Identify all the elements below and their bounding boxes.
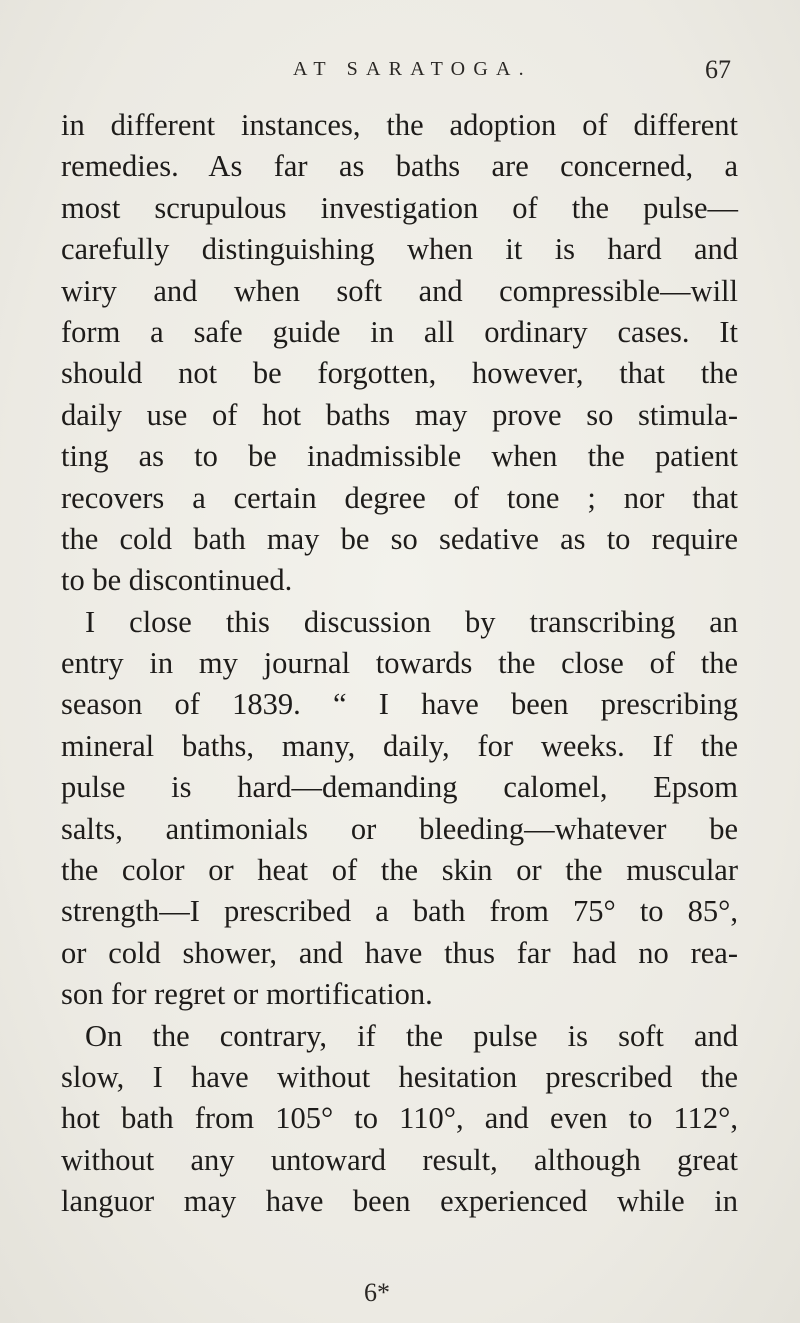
text-line: wiry and when soft and compressible—will <box>61 273 738 308</box>
text-line: the color or heat of the skin or the muscular <box>61 853 738 888</box>
page-number: 67 <box>705 55 731 84</box>
text-line: On the contrary, if the pulse is soft and <box>85 1018 738 1053</box>
text-line: in different instances, the adoption of different <box>61 108 738 142</box>
text-line: slow, I have without hesitation prescribed the <box>61 1059 738 1094</box>
text-line: I close this discussion by transcribing an <box>85 604 738 639</box>
text-line: most scrupulous investigation of the pulse— <box>61 190 738 225</box>
running-title: AT SARATOGA. <box>293 58 532 80</box>
text-line: to be discontinued. <box>61 563 293 598</box>
text-line: hot bath from 105° to 110°, and even to 112°, <box>61 1101 738 1136</box>
text-line: ting as to be inadmissible when the patient <box>61 439 738 474</box>
text-line: or cold shower, and have thus far had no rea- <box>61 935 738 970</box>
text-line: carefully distinguishing when it is hard and <box>61 232 738 267</box>
text-line: the cold bath may be so sedative as to require <box>61 521 738 556</box>
text-line: languor may have been experienced while in <box>61 1184 738 1219</box>
text-line: recovers a certain degree of tone ; nor that <box>61 480 738 515</box>
signature-mark: 6* <box>364 1278 390 1307</box>
text-line: remedies. As far as baths are concerned, a <box>61 149 738 184</box>
text-line: without any untoward result, although great <box>61 1142 738 1177</box>
text-line: daily use of hot baths may prove so stimula- <box>61 397 738 432</box>
body-text <box>61 105 738 1223</box>
text-line: entry in my journal towards the close of the <box>61 646 738 681</box>
text-line: mineral baths, many, daily, for weeks. If the <box>61 728 738 763</box>
text-line: strength—I prescribed a bath from 75° to 85°, <box>61 894 738 929</box>
text-line: form a safe guide in all ordinary cases. It <box>61 314 738 349</box>
text-line: season of 1839. “ I have been prescribing <box>61 687 738 722</box>
text-line: should not be forgotten, however, that the <box>61 356 738 391</box>
text-line: pulse is hard—demanding calomel, Epsom <box>61 770 738 805</box>
text-line: salts, antimonials or bleeding—whatever be <box>61 811 738 846</box>
text-line: son for regret or mortification. <box>61 977 433 1012</box>
